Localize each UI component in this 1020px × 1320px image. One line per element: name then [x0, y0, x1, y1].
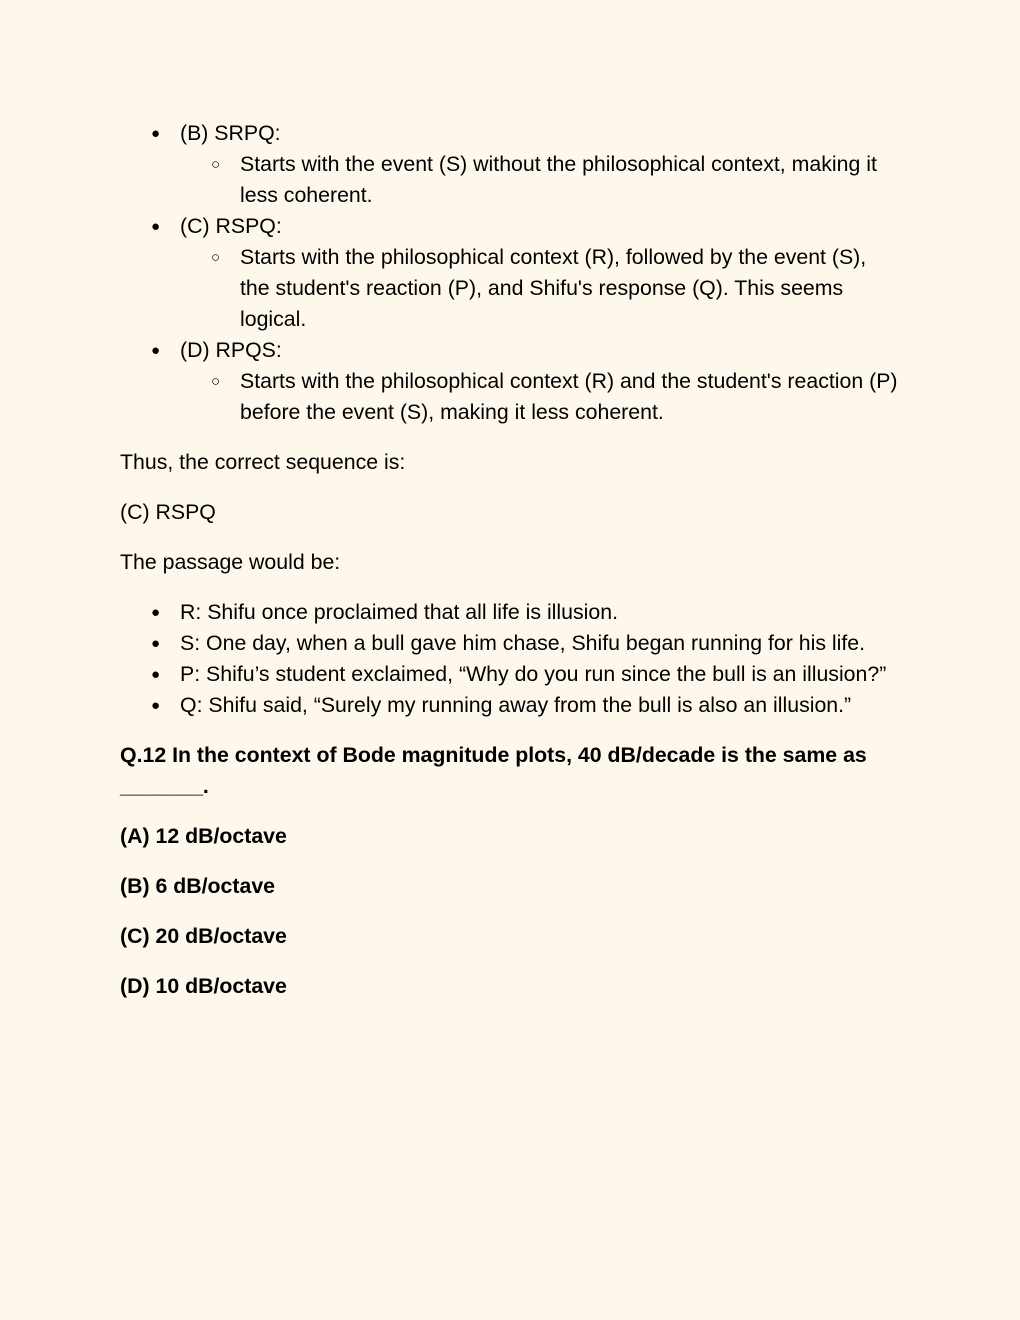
question-option-a: (A) 12 dB/octave — [120, 824, 287, 848]
question-option-c: (C) 20 dB/octave — [120, 924, 287, 948]
list-item: ○ Starts with the philosophical context (R) and the student's reaction (P) before the event (S), making it less coherent. — [180, 366, 900, 428]
answer-text: (C) RSPQ — [120, 500, 216, 524]
list-item: ● Q: Shifu said, “Surely my running away from the bull is also an illusion.” — [120, 690, 900, 721]
option-label: (C) RSPQ: — [180, 214, 282, 238]
sub-list — [180, 366, 900, 428]
list-item — [120, 335, 900, 428]
document-page — [120, 118, 900, 1002]
conclusion-text: Thus, the correct sequence is: — [120, 450, 406, 474]
list-item: ○ Starts with the philosophical context (R), followed by the event (S), the student's reaction (P), and Shifu's response (Q). This seems logical. — [180, 242, 900, 335]
sub-list — [180, 149, 900, 211]
passage-intro: The passage would be: — [120, 550, 341, 574]
list-item — [120, 118, 900, 211]
list-item: ● S: One day, when a bull gave him chase, Shifu began running for his life. — [120, 628, 900, 659]
list-item: ● P: Shifu’s student exclaimed, “Why do you run since the bull is an illusion?” — [120, 659, 900, 690]
option-label: (D) RPQS: — [180, 338, 282, 362]
question-text: Q.12 In the context of Bode magnitude plots, 40 dB/decade is the same as _______. — [120, 743, 867, 798]
list-item: ○ Starts with the event (S) without the philosophical context, making it less coherent. — [180, 149, 900, 211]
option-label: (B) SRPQ: — [180, 121, 281, 145]
question-option-d: (D) 10 dB/octave — [120, 974, 287, 998]
list-item: ● R: Shifu once proclaimed that all life is illusion. — [120, 597, 900, 628]
sub-list — [180, 242, 900, 335]
options-analysis-list — [120, 118, 900, 428]
passage-list — [120, 597, 900, 721]
list-item — [120, 211, 900, 335]
question-option-b: (B) 6 dB/octave — [120, 874, 276, 898]
